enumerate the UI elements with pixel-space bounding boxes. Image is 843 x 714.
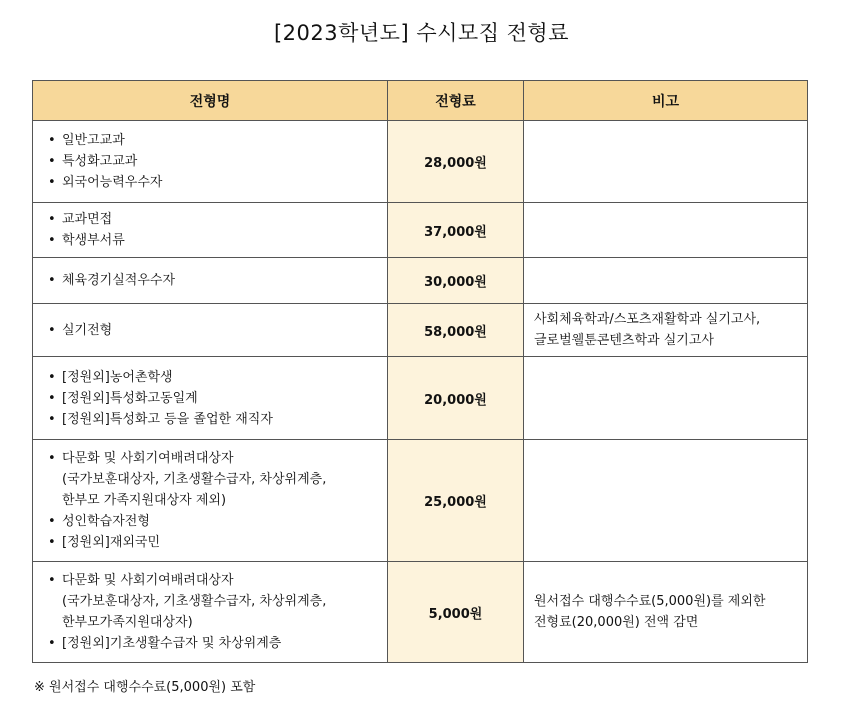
fee-cell: 5,000원 <box>388 562 524 663</box>
table-row <box>33 440 808 562</box>
table-row <box>33 258 808 304</box>
fee-cell: 30,000원 <box>388 258 524 304</box>
note-cell <box>524 258 808 304</box>
footnote: ※ 원서접수 대행수수료(5,000원) 포함 <box>34 680 256 695</box>
fee-cell: 20,000원 <box>388 357 524 440</box>
admission-type-cell <box>33 440 388 562</box>
fee-cell: 25,000원 <box>388 440 524 562</box>
note-cell: 원서접수 대행수수료(5,000원)를 제외한 전형료(20,000원) 전액 감면 <box>524 562 808 663</box>
list-item: • 외국어능력우수자 <box>48 172 386 193</box>
note-cell: 사회체육학과/스포츠재활학과 실기고사, 글로벌웰툰콘텐츠학과 실기고사 <box>524 304 808 357</box>
list-item: • 특성화고교과 <box>48 151 386 172</box>
admission-type-cell <box>33 357 388 440</box>
list-item: • 일반고교과 <box>48 130 386 151</box>
list-item: • [정원외]특성화고 등을 졸업한 재직자 <box>48 409 386 430</box>
table-row <box>33 203 808 258</box>
table-row <box>33 304 808 357</box>
note-cell <box>524 357 808 440</box>
table-row <box>33 357 808 440</box>
list-item: • 실기전형 <box>48 320 386 341</box>
list-item: • 다문화 및 사회기여배려대상자 (국가보훈대상자, 기초생활수급자, 차상위계층, 한부모 가족지원대상자 제외) <box>48 448 386 511</box>
fee-cell: 58,000원 <box>388 304 524 357</box>
admission-type-list <box>34 130 386 193</box>
admission-type-cell <box>33 562 388 663</box>
header-fee: 전형료 <box>388 81 524 121</box>
list-item: • [정원외]기초생활수급자 및 차상위계층 <box>48 633 386 654</box>
admission-type-cell <box>33 304 388 357</box>
admission-type-list <box>34 209 386 251</box>
fee-cell: 28,000원 <box>388 121 524 203</box>
admission-type-cell <box>33 258 388 304</box>
table-header-row <box>33 81 808 121</box>
list-item: • 성인학습자전형 <box>48 511 386 532</box>
table-row <box>33 562 808 663</box>
admission-type-list <box>34 320 386 341</box>
list-item: • 체육경기실적우수자 <box>48 270 386 291</box>
admission-type-cell <box>33 121 388 203</box>
fee-table <box>32 80 808 663</box>
list-item: • [정원외]특성화고동일계 <box>48 388 386 409</box>
note-cell <box>524 121 808 203</box>
list-item: • [정원외]재외국민 <box>48 532 386 553</box>
note-cell <box>524 440 808 562</box>
list-item: • 교과면접 <box>48 209 386 230</box>
admission-type-list <box>34 270 386 291</box>
fee-cell: 37,000원 <box>388 203 524 258</box>
page-title: [2023학년도] 수시모집 전형료 <box>273 21 570 45</box>
header-admission-type: 전형명 <box>33 81 388 121</box>
list-item: • [정원외]농어촌학생 <box>48 367 386 388</box>
note-cell <box>524 203 808 258</box>
admission-type-list <box>34 448 386 553</box>
header-note: 비고 <box>524 81 808 121</box>
table-row <box>33 121 808 203</box>
admission-type-cell <box>33 203 388 258</box>
list-item: • 학생부서류 <box>48 230 386 251</box>
admission-type-list <box>34 367 386 430</box>
admission-type-list <box>34 570 386 654</box>
list-item: • 다문화 및 사회기여배려대상자 (국가보훈대상자, 기초생활수급자, 차상위계층, 한부모가족지원대상자) <box>48 570 386 633</box>
